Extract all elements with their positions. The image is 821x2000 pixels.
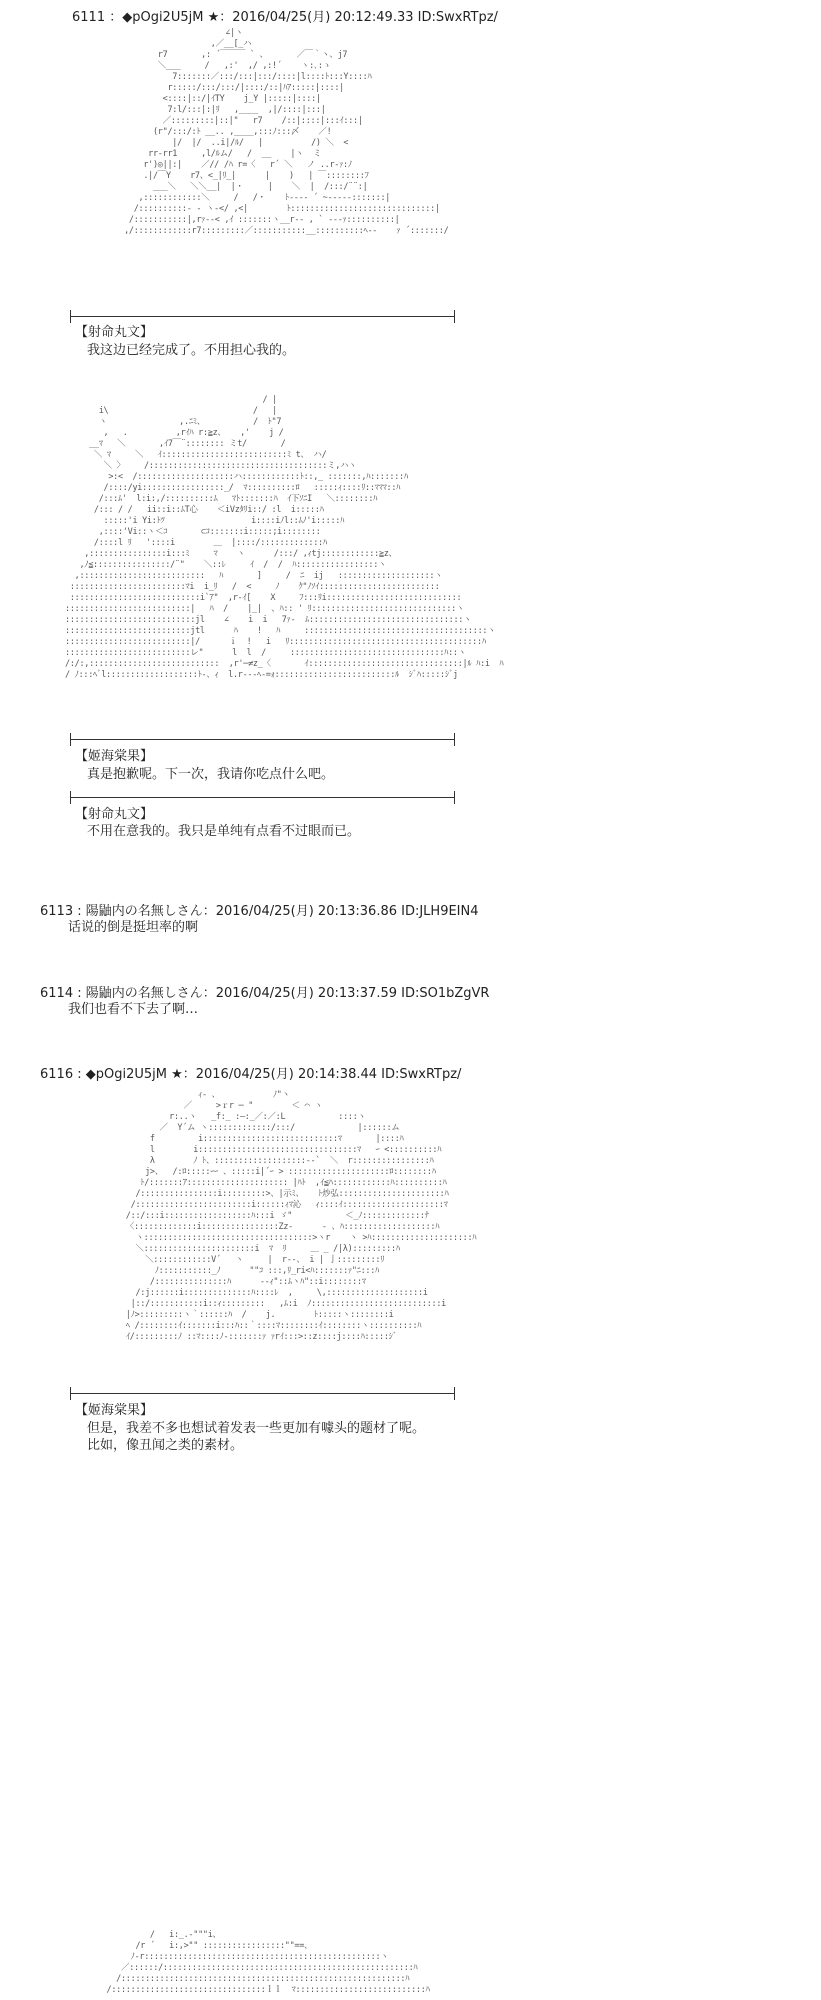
ascii-art: ∠|ヽ ,／__[_ハ r7 ,: ´￣￣￣ ` 、 ／￣｀ヽ、j7 ＼___ / ,:' ,/ ,:!´ ヽ:､:ゝ 7:::::::／:::/:::|:::/::::|l::::ﾄ:::Y::::ﾊ r:::::/:::/:::/|::::/::|ﾊｱ:::::|::::| <::::|::/|ｲTY j_Y |:::::|::::| 7:l/:::|:|ﾘ ,____ ,|/::::|:::| ／:::::::::|::|" r7 /::|::::|:::ｲ:::| (r"/:::/:ﾄ __.. ,____,:::ﾉ:::〆 ／! |/ |/ ..i|/ﾙ/ | /) ＼ < rr‐rr1 ,l/ﾙム/ / __ |ヽ ミ r')◎||:| ／// /ﾊ r=〈 r´ ＼ ノ ..r‐ｧ:ﾉ .|/￣Y r7、<_|ﾘ_| | ) | ￣::::::::ﾌ ___＼ ＼＼__| |・ | ＼ | /:::/¨¨:| ,::::::::::::＼ / /・ ﾄ---‐ ´ ~-----:::::::| /::::::::::‐ ‐ ヽ‐</ ,<| ﾄ::::::::::::::::::::::::::::::| /:::::::::::|,rｧ‐‐< ,ｲ :::::::ヽ__r‐‐ , ` ‐‐‐ｧ::::::::::| ,/::::::::::::r7:::::::::／:::::::::::__::::::::::ﾍ‐‐ ｧ ´:::::::/ bbox=[124, 28, 449, 236]
speaker-name: 【射命丸文】 bbox=[75, 807, 154, 822]
dialogue-line: 真是抱歉呢。下一次，我请你吃点什么吧。 bbox=[87, 767, 335, 782]
divider bbox=[70, 739, 455, 740]
divider-tick bbox=[454, 310, 455, 323]
divider-tick bbox=[70, 1387, 71, 1400]
divider-tick bbox=[454, 733, 455, 746]
speaker-name: 【姬海棠果】 bbox=[75, 1403, 154, 1418]
divider-tick bbox=[70, 310, 71, 323]
post-header: 6114 : 陽鼬内の名無しさん：2016/04/25(月) 20:13:37.59 ID:SO1bZgVR bbox=[40, 986, 490, 1001]
dialogue-line: 不用在意我的。我只是单纯有点看不过眼而已。 bbox=[87, 824, 361, 839]
post-header: 6113 : 陽鼬内の名無しさん：2016/04/25(月) 20:13:36.86 ID:JLH9EIN4 bbox=[40, 904, 479, 919]
speaker-name: 【射命丸文】 bbox=[75, 325, 154, 340]
post-header: 6116 : ◆pOgi2U5jM ★：2016/04/25(月) 20:14:38.44 ID:SwxRTpz/ bbox=[40, 1067, 462, 1082]
divider-tick bbox=[70, 791, 71, 804]
ascii-art: / i:_.-"""i、 /r ´ i:,>"" :::::::::::::::::""==、 ﾉ-r:::::::::::::::::::::::::::::::::::::::::::::::::ヽ ／::::::/::::::::::::::::::::::::::::::::::::::::::::::::::::ﾊ /:::::::::::::::::::::::::::::::::::::::::::::::::::::::::::ﾊ /::::::::::::::::::::::::::::::::ｌｌ ﾏ:::::::::::::::::::::::::::ﾊ bbox=[106, 1930, 430, 1995]
post-body: 话说的倒是挺坦率的啊 bbox=[68, 920, 199, 935]
speaker-name: 【姬海棠果】 bbox=[75, 749, 154, 764]
ascii-art: ｨ- 、 ﾉ"ヽ ／ >ｒr ─ " ＜ ⌒ ヽ r:..ヽ _f:_ :―:_／:／:L ::::ヽ ／ Y´ム ヽ:::::::::::::/:::/ |::::::ム f i::::::::::::::::::::::::::::ﾏ |::::ﾊ l i:::::::::::::::::::::::::::::::::ﾏ ｰ <::::::::::ﾊ λ ﾉ ﾄ、:::::::::::::::::::‐‐` ＼ r::::::::::::::::ﾊ j>、 /:ﾛ:::::ｰｰ 、:::::i|´ｰ > :::::::::::::::::::::ﾛ::::::::ﾊ ﾄ/:::::::ｱ::::::::::::::::::::: |ﾊﾄ ,ｲ≦ﾊ::::::::::::ﾊ::::::::::ﾊ /::::::::::::::::i:::::::::>、|示ﾐ、 ﾄ炒弘::::::::::::::::::::::ﾊ /::::::::::::::::::::::::i::::::ｨﾏ沁 ｨ::::ｲ:::::::::::::::::::::ﾏ /::/:::i::::::::::::::::::ﾊ:::i ゞ" ＜_ﾉ:::::::::::::ﾅ 〈:::::::::::::i::::::::::::::::Zz- ‐ 、ﾊ:::::::::::::::::::ﾊ ヽ:::::::::::::::::::::::::::::::::::>ヽr ヽ >ﾊ:::::::::::::::::::::ﾊ ＼:::::::::::::::::::::::i ﾏ ﾘ ＿ _ /|λ):::::::::ﾊ ＼::::::::::::V´ ヽ | r‐‐、 i | 亅:::::::::ﾘ ﾉ:::::::::::_ﾉ ""ｺ :::,ﾘ_ri<ﾊ:::::::ｧ"ﾆ:::ﾊ /:::::::::::::::ﾊ ‐-ｨ"::ﾑヽﾊ"::i::::::::ﾏ /:j::::::i::::::::::::::ﾊ::::ﾚ , \,::::::::::::::::::::i |::/:::::::::::i::ｨ::::::::: ,ﾑ:i ﾉ:::::::::::::::::::::::::::i |ﾉ>:::::::::ヽ｀::::::ﾊ / j. ﾄ:::::ヽ::::::::i ﾍ /::::::::ｲ:::::::i:::ﾊ::｀::::ﾏ::::::::ｲ::::::::ヽ::::::::::ﾊ ｲ/:::::::::ﾉ ::ﾏ::::ﾉ‐:::::::ｧ ｧrｲ:::>::z::::j::::ﾊ:::::ｼﾞ bbox=[125, 1090, 477, 1342]
divider bbox=[70, 316, 455, 317]
dialogue-line: 我这边已经完成了。不用担心我的。 bbox=[87, 343, 296, 358]
divider-tick bbox=[454, 1387, 455, 1400]
divider-tick bbox=[70, 733, 71, 746]
dialogue-line: 比如，像丑闻之类的素材。 bbox=[87, 1438, 244, 1453]
post-body: 我们也看不下去了啊… bbox=[68, 1002, 199, 1017]
divider bbox=[70, 797, 455, 798]
ascii-art: / | i\ / | ヽ ,.ﾆﾐ、 / ﾄ"7 , . ,rｲﾊ r:≧z、 ,' j / __ﾏ ＼ ,ｲ7￣¨:::::::: ミt/ / ＼ ﾏ ＼ ｲ::::::::::::::::::::::::::ﾐ t、 ハ/ ＼ 〉 /:::::::::::::::::::::::::::::::::::::ミ,ハヽ >:< /::::::::::::::::::::ハ::::::::::::ﾄ::,_ :::::::,ﾊ:::::::ﾊ /::::/yi:::::::::::::::::_/ ﾏ::::::::::ﾛ :::::ｨ::::ﾘ::ﾏﾏﾏ::ﾊ /:::ﾑ' l:i:,/::::::::::ﾑ ﾏﾄ:::::::ﾊ ｲ下ｿﾆI ＼::::::::ﾊ /::: / / ii::i::ﾑT心 ＜iVzﾀﾘi::/ :l i:::::ﾊ :::::'i Yi:ﾄﾂ i::::iﾉl::ﾑﾉ'i:::::ﾊ ,::::'Vi::ヽ＜ｺ ⊂ｺ:::::::i:::::;i:::::::: /::::l ﾘ '::::i ＿ |::::/:::::::::::::ﾊ ,::::::::::::::::i:::ﾐ ﾏ ヽ /:::/ ,ｨtj::::::::::::≧z、 ,ﾉ≦::::::::::::::::/¨" ＼::ﾚ ｲ / / ﾊ:::::::::::::::::ヽ ,:::::::::::::::::::::::::: ﾊ ] / ﾆ ij ::::::::::::::::::::ヽ ::::::::::::::::::::::::ﾏi i_ﾘ / < ﾉ ｸ"ﾉｿｲ::::::::::::::::::::::::: :::::::::::::::::::::::::::i`ｱ" ,r‐ｲ[ X ﾌ:::ﾘi:::::::::::::::::::::::::::: ::::::::::::::::::::::::::| ﾊ / |_| 、ﾊ:: ' ﾘ::::::::::::::::::::::::::::::ヽ :::::::::::::::::::::::::::jl ∠ i i 7ｧ‐ ﾑ::::::::::::::::::::::::::::::::ヽ ::::::::::::::::::::::::::jtl ﾊ ! ﾊ ::::::::::::::::::::::::::::::::::::::ヽ ::::::::::::::::::::::::::|/ ｉ ! i ﾘ::::::::::::::::::::::::::::::::::::::::ﾊ ::::::::::::::::::::::::::レ" l l / ::::::::::::::::::::::::::::::::ﾊ::ヽ /:/:,::::::::::::::::::::::::::: ,r'─≠z_〈 ｲ::::::::::::::::::::::::::::::::|ﾙ ﾊ:i ﾊ / ﾉ:::ﾍﾞl:::::::::::::::::::ﾄ‐、ｨ l.r‐‐‐ﾍ‐=ｫ:::::::::::::::::::::::::ﾙ ｼﾞﾊ:::::ｼﾞj bbox=[65, 395, 504, 680]
dialogue-line: 但是，我差不多也想试着发表一些更加有噱头的题材了呢。 bbox=[87, 1421, 426, 1436]
post-header: 6111 ：◆pOgi2U5jM ★：2016/04/25(月) 20:12:49.33 ID:SwxRTpz/ bbox=[72, 10, 498, 25]
divider-tick bbox=[454, 791, 455, 804]
divider bbox=[70, 1393, 455, 1394]
